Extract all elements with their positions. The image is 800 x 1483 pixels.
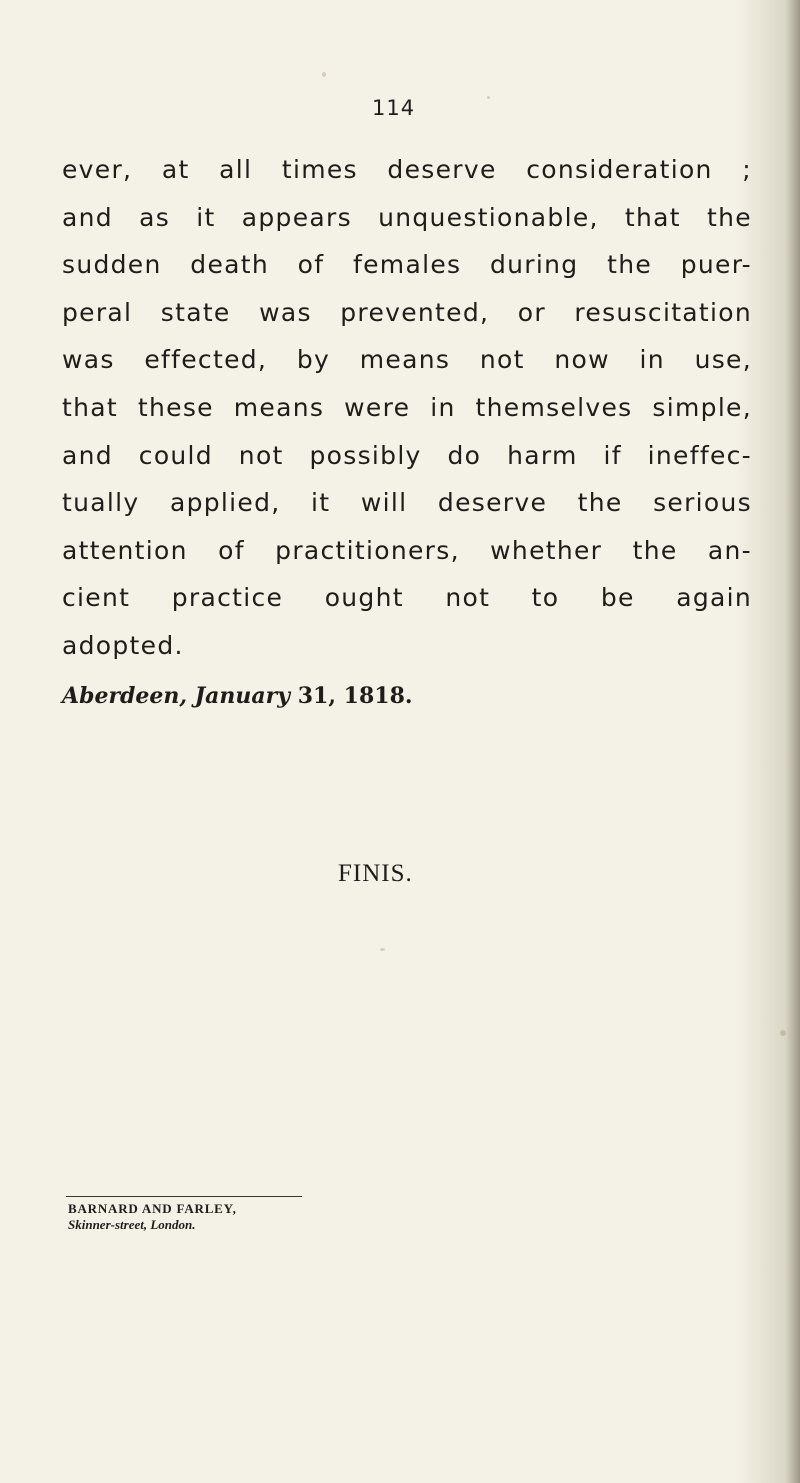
text-line: peral state was prevented, or resuscitation [62, 297, 752, 327]
dateline [62, 683, 413, 709]
page-number: 114 [372, 96, 416, 120]
text-line: ever, at all times deserve consideration ; [62, 155, 752, 184]
printer-imprint [60, 1196, 310, 1233]
text-line: tually applied, it will deserve the serious [62, 488, 752, 518]
text-line: and could not possibly do harm if ineffec- [62, 440, 752, 470]
text-line: cient practice ought not to be again [62, 583, 752, 613]
text-line: sudden death of females during the puer- [62, 250, 752, 280]
paper-speck [780, 1030, 786, 1036]
text-line: and as it appears unquestionable, that the [62, 202, 752, 232]
text-line: attention of practitioners, whether the an- [62, 535, 752, 565]
paper-speck [487, 96, 490, 99]
printer-name: BARNARD AND FARLEY, [68, 1201, 237, 1216]
dateline-place: Aberdeen, [62, 683, 188, 709]
printer-address: Skinner-street, London. [68, 1217, 196, 1232]
imprint-rule [66, 1196, 302, 1197]
dateline-date: 31, 1818. [297, 683, 413, 709]
text-line: adopted. [62, 630, 184, 660]
finis-heading: FINIS. [338, 860, 413, 887]
dateline-month: January [194, 683, 291, 709]
text-line: was effected, by means not now in use, [62, 345, 752, 375]
paper-speck [322, 72, 326, 77]
paper-speck [380, 948, 385, 951]
body-paragraph [62, 146, 752, 670]
page-edge-shadow [786, 0, 800, 1483]
text-line: that these means were in themselves simple, [62, 392, 752, 422]
